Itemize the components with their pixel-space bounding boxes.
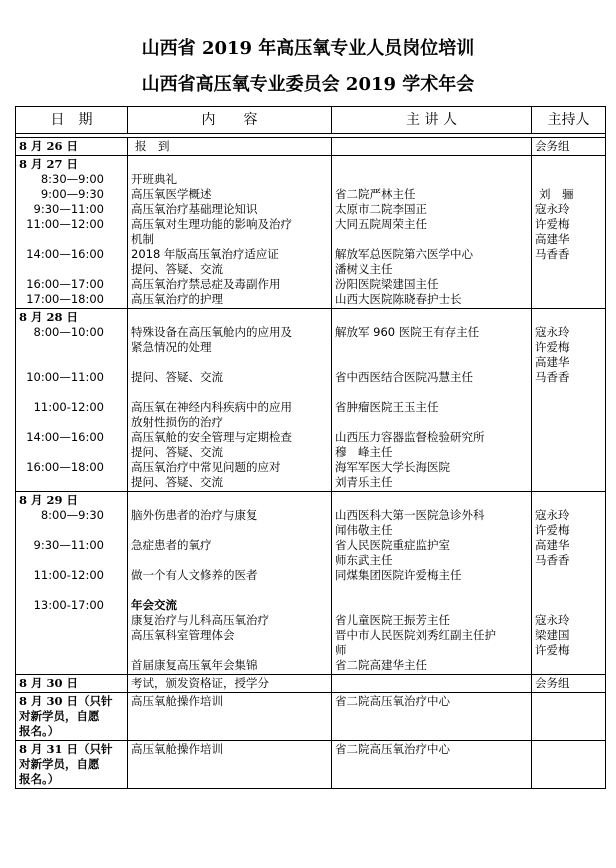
date-cell: 8 月 26 日	[16, 138, 128, 156]
speaker-cell	[332, 138, 532, 156]
header-host: 主持人	[532, 107, 606, 134]
content-cell: 脑外伤患者的治疗与康复 急症患者的氧疗 做一个有人文修养的医者 年会交流 康复治疗与儿科高压氧治疗 高压氧科室管理体会 首届康复高压氧年会集锦	[128, 492, 332, 675]
table-row	[16, 138, 606, 156]
host-cell	[532, 693, 606, 741]
speaker-cell	[332, 675, 532, 693]
table-row	[16, 309, 606, 492]
speaker-cell: 省二院高压氧治疗中心	[332, 693, 532, 741]
content-cell: 特殊设备在高压氧舱内的应用及 紧急情况的处理 提问、答疑、交流 高压氧在神经内科疾病中的应用 放射性损伤的治疗 高压氧舱的安全管理与定期检查 提问、答疑、交流 高压氧治疗中常见问题的应对 提问、答疑、交流	[128, 309, 332, 492]
date-cell: 8 月 31 日（只针 对新学员，自愿 报名。）	[16, 741, 128, 789]
content-cell: 开班典礼 高压氧医学概述 高压氧治疗基础理论知识 高压氧对生理功能的影响及治疗 机制 2018 年版高压氧治疗适应证 提问、答疑、交流 高压氧治疗禁忌症及毒副作用 高压氧治疗的护理	[128, 156, 332, 309]
date-cell: 8 月 30 日	[16, 675, 128, 693]
host-cell: 寇永玲 许爱梅 高建华 马香香 寇永玲 梁建国 许爱梅	[532, 492, 606, 675]
content-cell: 考试，颁发资格证，授学分	[128, 675, 332, 693]
host-cell: 刘 骊 寇永玲 许爱梅 高建华 马香香	[532, 156, 606, 309]
host-cell: 会务组	[532, 675, 606, 693]
table-row	[16, 492, 606, 675]
speaker-cell: 省二院严林主任 太原市二院李国正 大同五院周荣主任 解放军总医院第六医学中心 潘树义主任 汾阳医院梁建国主任 山西大医院陈晓春护士长	[332, 156, 532, 309]
table-row	[16, 675, 606, 693]
date-cell: 8 月 30 日（只针 对新学员，自愿 报名。）	[16, 693, 128, 741]
table-header-row	[16, 107, 606, 134]
content-cell: 高压氧舱操作培训	[128, 693, 332, 741]
table-row	[16, 693, 606, 741]
speaker-cell: 省二院高压氧治疗中心	[332, 741, 532, 789]
header-speaker: 主 讲 人	[332, 107, 532, 134]
table-row	[16, 741, 606, 789]
content-cell: 高压氧舱操作培训	[128, 741, 332, 789]
host-cell: 寇永玲 许爱梅 高建华 马香香	[532, 309, 606, 492]
date-time-cell: 8 月 28 日 8:00—10:00 10:00—11:00 11:00-12:00 14:00—16:00 16:00—18:00	[16, 309, 128, 492]
table-row	[16, 156, 606, 309]
speaker-cell: 解放军 960 医院王有存主任 省中西医结合医院冯慧主任 省肿瘤医院王玉主任 山西压力容器监督检验研究所 穆 峰主任 海军军医大学长海医院 刘青乐主任	[332, 309, 532, 492]
content-cell: 报 到	[128, 138, 332, 156]
document-title: 山西省 2019 年高压氧专业人员岗位培训	[141, 38, 475, 59]
date-time-cell: 8 月 29 日 8:00—9:30 9:30—11:00 11:00-12:00 13:00-17:00	[16, 492, 128, 675]
document-subtitle: 山西省高压氧专业委员会 2019 学术年会	[141, 74, 475, 95]
host-cell	[532, 741, 606, 789]
header-content: 内 容	[128, 107, 332, 134]
date-time-cell: 8 月 27 日 8:30—9:00 9:00—9:30 9:30—11:00 11:00—12:00 14:00—16:00 16:00—17:00 17:00—18:00	[16, 156, 128, 309]
header-date: 日 期	[16, 107, 128, 134]
schedule-table	[15, 106, 606, 789]
speaker-cell: 山西医科大第一医院急诊外科 闻伟敬主任 省人民医院重症监护室 师东武主任 同煤集团医院许爱梅主任 省儿童医院王振芳主任 晋中市人民医院刘秀红副主任护 师 省二院高建华主任	[332, 492, 532, 675]
host-cell: 会务组	[532, 138, 606, 156]
